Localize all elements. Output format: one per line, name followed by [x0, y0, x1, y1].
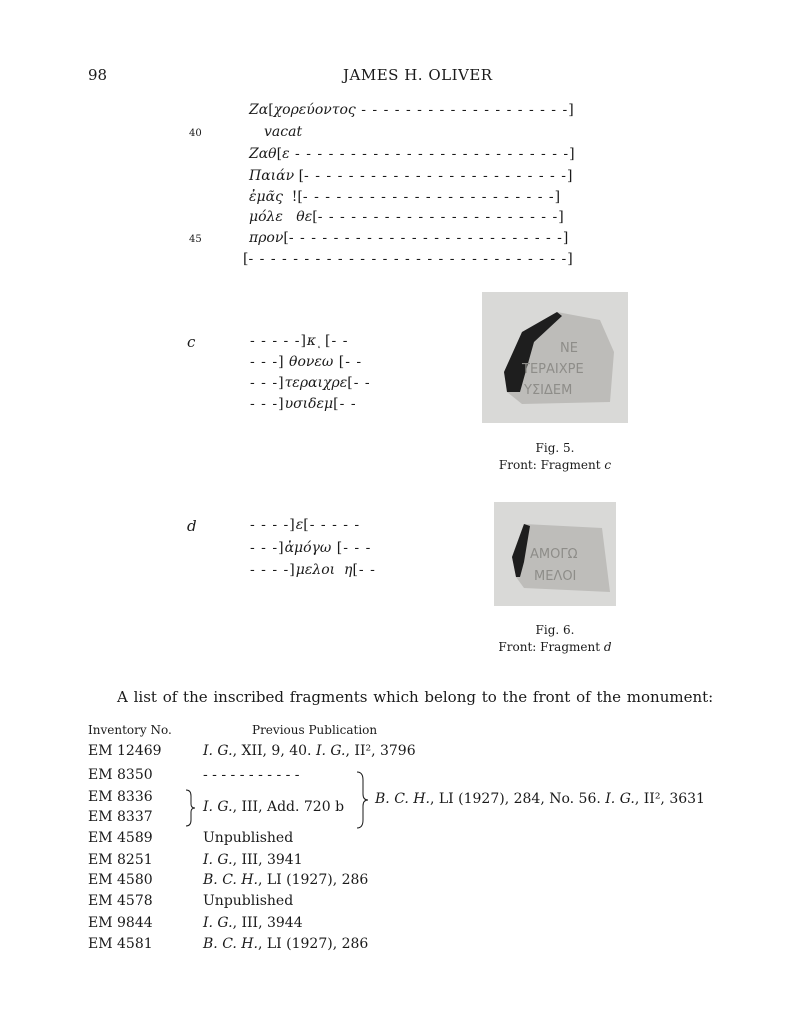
previous-publication: - - - - - - - - - - - — [203, 767, 300, 783]
inscription-bracket: [ — [268, 102, 274, 118]
inscription-greek: vacat — [264, 124, 303, 140]
column-header-publication: Previous Publication — [252, 723, 378, 737]
fragment_d-line — [250, 562, 376, 578]
inventory-number: EM 4580 — [88, 872, 153, 888]
inventory-number: EM 8251 — [88, 852, 153, 868]
inscription-greek: Παιάν — [249, 168, 295, 184]
previous-publication: I. G., III, Add. 720 b — [203, 799, 345, 815]
inscription-bracket: [ — [294, 168, 305, 184]
previous-publication: B. C. H., LI (1927), 286 — [203, 936, 369, 952]
inscription-bracket: ![ — [282, 189, 303, 205]
inscription-greek: Ζαθ — [249, 146, 277, 162]
inscription-greek2: χορεύοντος — [273, 102, 356, 118]
list-intro: A list of the inscribed fragments which belong to the front of the monument: — [117, 688, 714, 706]
fragment_c-line-pre: - - - - -] — [250, 333, 307, 349]
fragment-d-photo-line-2: ΜΕΛΟΙ — [534, 569, 577, 584]
fragment-c-photo-line-3: ΥΣΙΔΕΜ — [524, 383, 573, 398]
column-header-inventory: Inventory No. — [88, 723, 172, 737]
fragment_c-line-post: [- - — [319, 333, 349, 349]
fragment-c-photo-line-1: ΝΕ — [560, 341, 578, 356]
fragment_c-line-post: [- - — [347, 375, 371, 391]
inscription-close: ] — [558, 209, 564, 225]
inscription-close: ] — [569, 146, 575, 162]
fragment-d-stone-image — [494, 502, 616, 606]
inscription-line — [249, 102, 574, 118]
brace-8336-8337 — [184, 788, 196, 828]
fragment_c-line — [250, 396, 357, 412]
inscription-bracket: [ — [276, 146, 283, 162]
inventory-number: EM 8350 — [88, 767, 153, 783]
running-head: JAMES H. OLIVER — [343, 66, 493, 84]
inscription-line — [249, 189, 560, 205]
inscription-dashes: - - - - - - - - - - - - - - - - - - - - - - - - — [304, 168, 567, 184]
inscription-greek: Ζα — [249, 102, 269, 118]
fragment-c-photo-line-2: ΤΕΡΑΙΧΡΕ — [522, 362, 584, 377]
shared-publication: B. C. H., LI (1927), 284, No. 56. I. G., II², 3631 — [375, 791, 705, 807]
fragment_d-line-post: [- - — [352, 562, 376, 578]
inscription-close: ] — [568, 102, 574, 118]
fragment_d-line-greek: ε — [295, 517, 304, 533]
fragment_d-line-post: [- - - - - — [303, 517, 361, 533]
fig-6-number: Fig. 6. — [535, 623, 575, 637]
fragment_c-line-greek: υσιδεμ — [284, 396, 334, 412]
fig-5-number: Fig. 5. — [535, 441, 575, 455]
fragment-d-photo-line-1: ΑΜΟΓΩ — [530, 547, 578, 562]
inscription-line — [249, 209, 564, 225]
inscription-bracket: [ — [283, 230, 289, 246]
fragment_c-line-greek: τεραιχρε — [284, 375, 348, 391]
inscription-close: ] — [554, 189, 561, 205]
inscription-line — [243, 251, 573, 267]
previous-publication: I. G., III, 3944 — [203, 915, 303, 931]
fragment_c-line-pre: - - -] — [250, 354, 285, 370]
fragment_d-line-pre: - - - -] — [250, 562, 296, 578]
inventory-number: EM 4578 — [88, 893, 153, 909]
fig-5-description: Front: Fragment c — [498, 458, 612, 472]
previous-publication: I. G., XII, 9, 40. I. G., II², 3796 — [203, 743, 416, 759]
fragment_c-line-greek: θονεω — [284, 354, 334, 370]
inscription-dashes: - - - - - - - - - - - - - - - - - - - - - - — [317, 209, 559, 225]
fragment_c-line-post: [- - — [333, 354, 363, 370]
inscription-close: ] — [567, 251, 573, 267]
fig-5-caption — [480, 440, 630, 474]
inscription-close: ] — [566, 168, 573, 184]
previous-publication: I. G., III, 3941 — [203, 852, 303, 868]
previous-publication: Unpublished — [203, 830, 294, 846]
inventory-number: EM 9844 — [88, 915, 153, 931]
inventory-number: EM 12469 — [88, 743, 162, 759]
fragment_d-line — [250, 517, 360, 533]
brace-shared-publication — [355, 770, 369, 830]
fragment_d-line-pre: - - - -] — [250, 517, 296, 533]
fragment_c-line — [250, 375, 371, 391]
previous-publication: B. C. H., LI (1927), 286 — [203, 872, 369, 888]
inscription-line — [249, 230, 568, 246]
fragment-d-label: d — [187, 517, 197, 535]
fragment_d-line-post: [- - - — [331, 540, 372, 556]
inventory-number: EM 4589 — [88, 830, 153, 846]
inscription-close: ] — [562, 230, 569, 246]
page-number: 98 — [88, 66, 108, 84]
inscription-greek: ἐμᾶς — [249, 189, 283, 205]
fragment_c-line-pre: - - -] — [250, 375, 285, 391]
inscription-greek: μόλε θε — [249, 209, 313, 225]
inscription-dashes: - - - - - - - - - - - - - - - - - - - - - - - - - — [288, 230, 563, 246]
fragment-c-photo — [482, 292, 628, 423]
fig-6-description: Front: Fragment d — [498, 640, 612, 654]
fragment-c-label: c — [187, 333, 196, 351]
previous-publication: Unpublished — [203, 893, 294, 909]
fragment-d-photo — [494, 502, 616, 606]
fragment_c-line — [250, 333, 348, 350]
inscription-line — [249, 146, 575, 162]
fragment_c-line-pre: - - -] — [250, 396, 285, 412]
inscription-line — [249, 168, 572, 184]
fragment_d-line-pre: - - -] — [250, 540, 285, 556]
inscription-dashes: - - - - - - - - - - - - - - - - - - - - - - - - - - - - - — [248, 251, 568, 267]
inscription-dashes: - - - - - - - - - - - - - - - - - - - - - - - — [302, 189, 555, 205]
inscription-dashes: - - - - - - - - - - - - - - - - - - - - - - - - - — [289, 146, 570, 162]
inventory-number: EM 8337 — [88, 809, 153, 825]
fragment-c-stone-image — [482, 292, 628, 423]
fragment_d-line-greek: ἀμόγω — [284, 540, 332, 556]
line-number: 45 — [189, 234, 202, 245]
line-number: 40 — [189, 128, 202, 139]
inventory-number: EM 4581 — [88, 936, 153, 952]
inscription-dashes: - - - - - - - - - - - - - - - - - - - — [355, 102, 569, 118]
fragment_d-line — [250, 540, 371, 556]
inscription-greek: προν — [249, 230, 284, 246]
fig-6-caption — [480, 622, 630, 656]
fragment_c-line-greek: κ ͅ — [306, 333, 320, 349]
inventory-number: EM 8336 — [88, 789, 153, 805]
fragment_d-line-greek: μελοι η — [295, 562, 353, 578]
fragment_c-line — [250, 354, 362, 370]
fragment_c-line-post: [- - — [333, 396, 357, 412]
inscription-bracket: [ — [312, 209, 318, 225]
inscription-line — [264, 124, 302, 140]
inscription-bracket: [ — [243, 251, 249, 267]
inscription-greek2: ε — [282, 146, 290, 162]
